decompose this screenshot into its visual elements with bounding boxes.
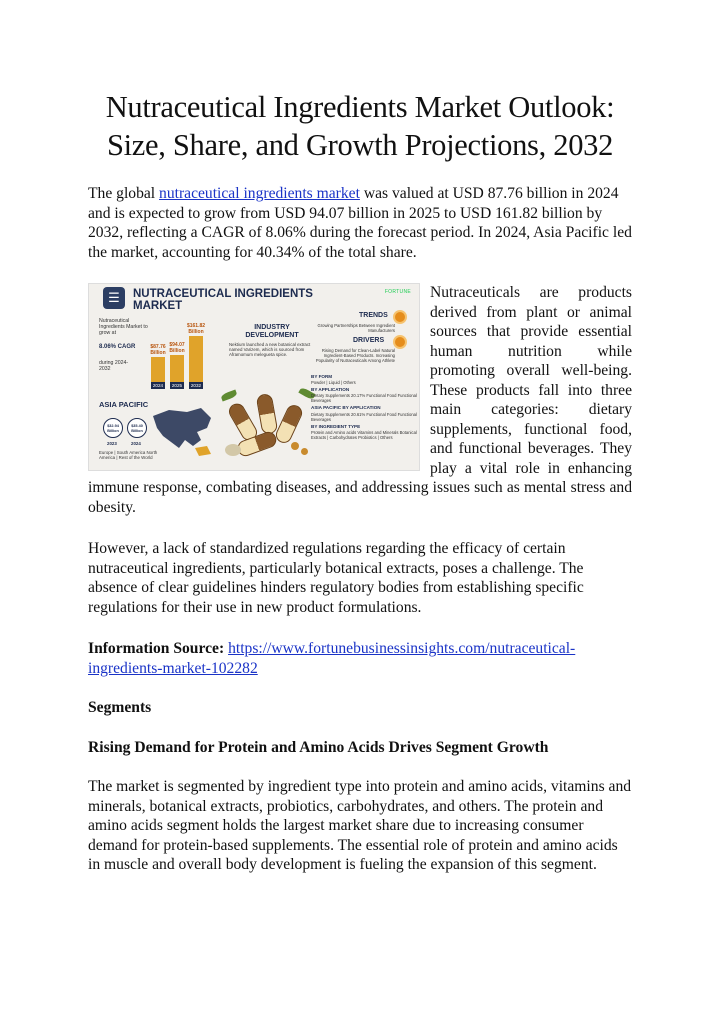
powder-icon: [225, 444, 241, 456]
growth-bar-label: $87.76 Billion: [150, 344, 166, 356]
source-paragraph: [88, 639, 632, 678]
seed-icon: [291, 442, 299, 450]
segment-paragraph: The market is segmented by ingredient type into protein and amino acids, vitamins and minerals, botanical extracts, probiotics, carbohydrates, and others. The protein and amino acids segment holds the largest market share due to increasing consumer demand for protein-based supplements. The essential role of protein and amino acids in muscle and overall body development is fueling the expansion of this segment.: [88, 778, 632, 873]
capsule-icon: [273, 402, 304, 445]
segments-heading: Segments: [88, 699, 152, 716]
segment-subheading: Rising Demand for Protein and Amino Acids Drives Segment Growth: [88, 738, 549, 756]
growth-bar-label: $161.82 Billion: [186, 323, 206, 335]
industry-text: Nektium launched a new botanical extract named Varizem, which is sourced from Aframomum melegueta spice.: [229, 342, 311, 358]
application-text: Dietary Supplements 20.17% Functional Food Functional Beverages: [311, 393, 417, 404]
growth-bar: [170, 355, 184, 382]
segments-list: [311, 374, 419, 440]
growth-bar-year: 2032: [190, 383, 202, 388]
intro-text-end: was valued at USD 87.76 billion in 2024 and is expected to grow from USD 94.07 billion in 2025 to USD 161.82 billion by 2032, reflecting a CAGR of 8.06% during the forecast period. In 2024, Asia Pacific led the market, accounting for 40.34% of the total share.: [88, 185, 632, 261]
nutraceuticals-description: Nutraceuticals are products derived from plant or animal sources that provide essential human nutrition while promoting overall well-being. These products fall into three main categories: dietary supplements, functional food, and functional beverages. They play a vital role in enhancing immune response, combating diseases, and addressing issues such as mental stress and obesity.: [88, 284, 632, 516]
growth-bar-year: 2024: [152, 383, 164, 388]
market-link[interactable]: nutraceutical ingredients market: [159, 185, 360, 202]
application-heading: BY APPLICATION: [311, 387, 350, 393]
infographic-header: [89, 284, 419, 312]
regions-text: Europe | South America North America | Rest of the World: [99, 450, 158, 461]
asia-year-2023: 2023: [107, 441, 117, 446]
market-infographic: [88, 283, 420, 471]
asia-badge-value: $32.94 Billion: [107, 424, 119, 433]
drivers-heading: DRIVERS: [353, 337, 385, 344]
growth-bar-chart: [147, 306, 217, 388]
asia-badge-2023: [103, 418, 123, 438]
growth-bar-label: $94.07 Billion: [169, 342, 185, 354]
page-title: Nutraceutical Ingredients Market Outlook: Size, Share, and Growth Projections, 2032: [105, 90, 615, 162]
ap-application-text: Dietary Supplements 20.61% Functional Food Functional Beverages: [311, 411, 417, 422]
growth-bar: [151, 357, 165, 382]
capsule-icon: [256, 393, 279, 435]
industry-heading: INDUSTRY DEVELOPMENT: [245, 324, 299, 339]
growth-bar: [189, 336, 203, 382]
capsules-illustration: [215, 384, 325, 470]
intro-text-start: The global: [88, 185, 160, 202]
form-heading: BY FORM: [311, 374, 333, 379]
seed-icon: [301, 448, 308, 455]
ap-application-heading: ASIA PACIFIC BY APPLICATION: [311, 405, 381, 411]
trends-text: Growing Partnerships Between Ingredient Manufacturers: [317, 323, 395, 333]
trends-heading: TRENDS: [359, 312, 388, 319]
source-label: Information Source:: [88, 640, 225, 657]
drivers-text: Rising Demand for Clean-Label Natural Ingredient-Based Products. Increasing Popularity of Nutraceuticals Among Athlete: [315, 348, 395, 363]
infographic-title: NUTRACEUTICAL INGREDIENTS MARKET: [133, 288, 313, 312]
clipboard-icon: ☰: [103, 287, 125, 309]
cagr-value: 8.06% CAGR: [99, 344, 136, 350]
challenge-paragraph: However, a lack of standardized regulations regarding the efficacy of certain nutraceutical ingredients, particularly botanical extracts, poses a challenge. The absence of clear guidelines hinders regulatory bodies from establishing specific regulations for their use in new product formulations.: [88, 540, 584, 616]
asia-badge-2024: [127, 418, 147, 438]
ingredient-text: Protein and Amino acids Vitamins and Minerals Botanical Extracts | Carbohydrates Probiotics | Others: [311, 429, 417, 440]
form-text: Powder | Liquid | Others: [311, 380, 356, 386]
growth-intro: Nutraceutical Ingredients Market to grow at: [99, 318, 148, 337]
growth-bar-year: 2025: [171, 383, 183, 388]
asia-heading: ASIA PACIFIC: [99, 400, 149, 409]
asia-year-2024: 2024: [131, 441, 141, 446]
asia-badge-value: $35.40 Billion: [131, 424, 143, 433]
figure-section: [88, 283, 632, 517]
leaf-icon: [220, 389, 237, 401]
gear-icon: [393, 335, 407, 349]
gear-icon: [393, 310, 407, 324]
ingredient-heading: BY INGREDIENT TYPE: [311, 423, 361, 429]
intro-paragraph: [88, 184, 632, 262]
source-link[interactable]: https://www.fortunebusinessinsights.com/nutraceutical-ingredients-market-102282: [88, 640, 576, 677]
growth-period: during 2024-2032: [99, 360, 129, 373]
fortune-logo: FORTUNE: [384, 289, 411, 295]
